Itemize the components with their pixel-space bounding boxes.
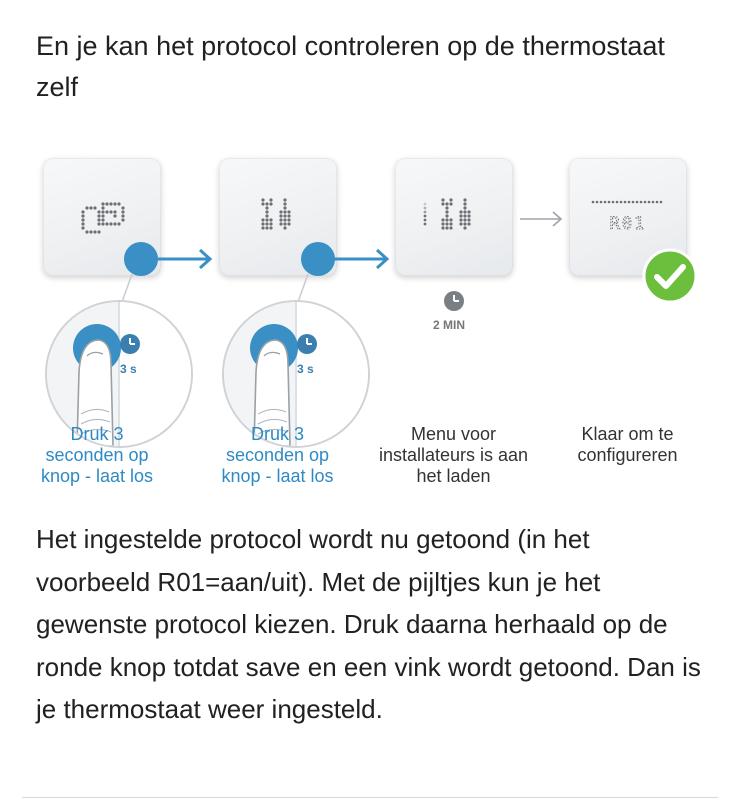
step-4-caption bbox=[550, 424, 705, 466]
caption-line: Menu voor bbox=[410, 424, 497, 444]
step-2-caption bbox=[200, 424, 355, 487]
clock-icon bbox=[296, 333, 318, 355]
divider bbox=[22, 797, 718, 798]
seconds-label-1: 3 s bbox=[120, 362, 137, 376]
caption-line: het laden bbox=[416, 466, 491, 486]
instruction-steps bbox=[0, 150, 737, 500]
clock-icon bbox=[443, 290, 465, 312]
arrow-right-icon bbox=[327, 246, 397, 272]
thermostat-step-3 bbox=[395, 158, 513, 276]
step-1-caption bbox=[22, 424, 172, 487]
seconds-label-2: 3 s bbox=[297, 362, 314, 376]
arrow-right-icon bbox=[520, 208, 566, 230]
dot-matrix-loading-tools-icon bbox=[395, 158, 513, 276]
caption-line: seconden op bbox=[225, 445, 330, 465]
caption-line: Klaar om te bbox=[581, 424, 674, 444]
caption-line: configureren bbox=[577, 445, 678, 465]
protocol-display-text: R01 bbox=[609, 214, 647, 234]
arrow-right-icon bbox=[150, 246, 220, 272]
page-heading: En je kan het protocol controleren op de thermostaat zelf bbox=[36, 31, 665, 102]
caption-line: knop - laat los bbox=[40, 466, 154, 486]
progress-dots bbox=[592, 201, 663, 204]
green-check-icon bbox=[641, 247, 699, 305]
step-3-caption bbox=[366, 424, 541, 487]
caption-line: installateurs is aan bbox=[378, 445, 529, 465]
wait-time-label: 2 MIN bbox=[433, 318, 466, 332]
caption-line: Druk 3 bbox=[250, 424, 304, 444]
caption-line: seconden op bbox=[45, 445, 149, 465]
instruction-paragraph: Het ingestelde protocol wordt nu getoond (in het voorbeeld R01=aan/uit). Met de pijltjes kun je het gewenste protocol kiezen. Druk daarna herhaald op de ronde knop totdat save en een vink wordt getoond. Dan is je thermostaat weer ingesteld. bbox=[36, 524, 701, 724]
caption-line: knop - laat los bbox=[221, 466, 334, 486]
clock-icon bbox=[119, 333, 141, 355]
caption-line: Druk 3 bbox=[70, 424, 124, 444]
